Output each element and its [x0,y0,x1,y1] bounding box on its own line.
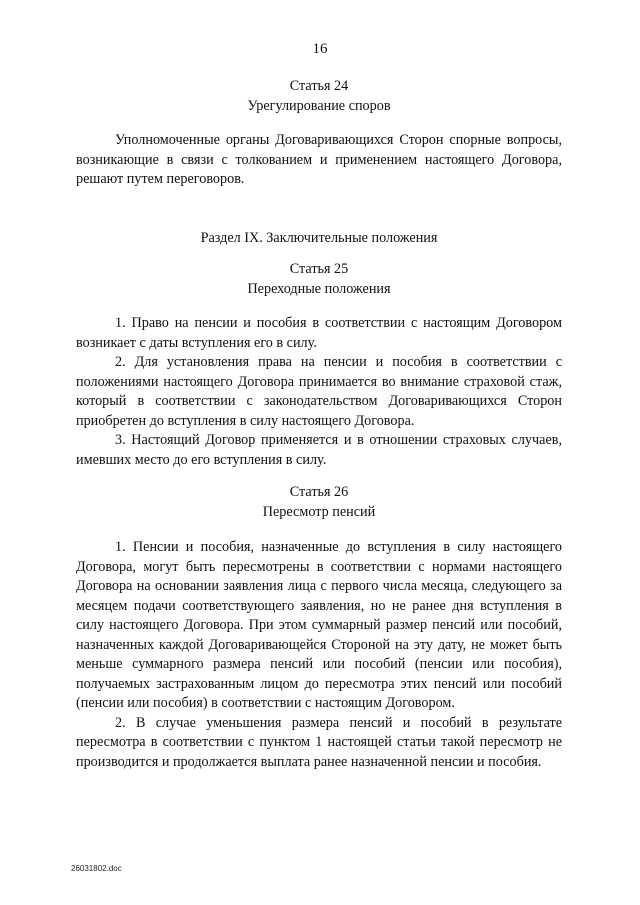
article-25-paragraph-3: 3. Настоящий Договор применяется и в отношении страховых случаев, имевших место до его вступления в силу. [76,432,562,468]
footer-filename: 26031802.doc [71,864,122,873]
article-25-title: Статья 25 [289,261,349,277]
page-number: 16 [312,41,328,57]
article-25-paragraph-2: 2. Для установления права на пенсии и пособия в соответствии с положениями настоящего Договора принимается во внимание страховой стаж, который в соответствии с законодательством Договаривающихся Сторон приобретен до вступления в силу настоящего Договора. [76,354,562,429]
article-25-body [76,314,562,470]
article-26-title: Статья 26 [289,484,349,500]
article-24-body [76,131,562,190]
section-9-title: Раздел IX. Заключительные положения [200,230,438,246]
article-24-title: Статья 24 [289,78,349,94]
article-26-paragraph-2: 2. В случае уменьшения размера пенсий и пособий в результате пересмотра в соответствии с пунктом 1 настоящей статьи такой пересмотр не производится и продолжается выплата ранее назначенной пенсии и пособия. [76,714,562,770]
section-9-heading [76,229,562,249]
article-24-paragraph: Уполномоченные органы Договаривающихся Сторон спорные вопросы, возникающие в связи с толкованием и применением настоящего Договора, решают путем переговоров. [76,132,562,187]
article-24-subtitle: Урегулирование споров [247,97,391,114]
article-25-paragraph-1: 1. Право на пенсии и пособия в соответствии с настоящим Договором возникает с даты вступления его в силу. [76,315,562,351]
article-24-heading [76,77,562,116]
article-25-subtitle: Переходные положения [247,280,391,297]
article-26-body [76,538,562,772]
article-26-subtitle: Пересмотр пенсий [262,503,376,520]
article-25-heading [76,260,562,299]
article-26-heading [76,483,562,522]
article-26-paragraph-1: 1. Пенсии и пособия, назначенные до вступления в силу настоящего Договора, могут быть пересмотрены в соответствии с нормами настоящего Договора на основании заявления лица с первого числа месяца, следующего за месяцем подачи соответствующего заявления, но не ранее дня вступления в силу настоящего Договора. При этом суммарный размер пенсий или пособий, назначенных каждой Договаривающейся Стороной на эту дату, не может быть меньше суммарного размера пенсий или пособий (пенсии или пособия), получаемых застрахованным лицом до пересмотра этих пенсий или пособий (пенсии или пособия) в соответствии с настоящим Договором. [76,539,562,711]
